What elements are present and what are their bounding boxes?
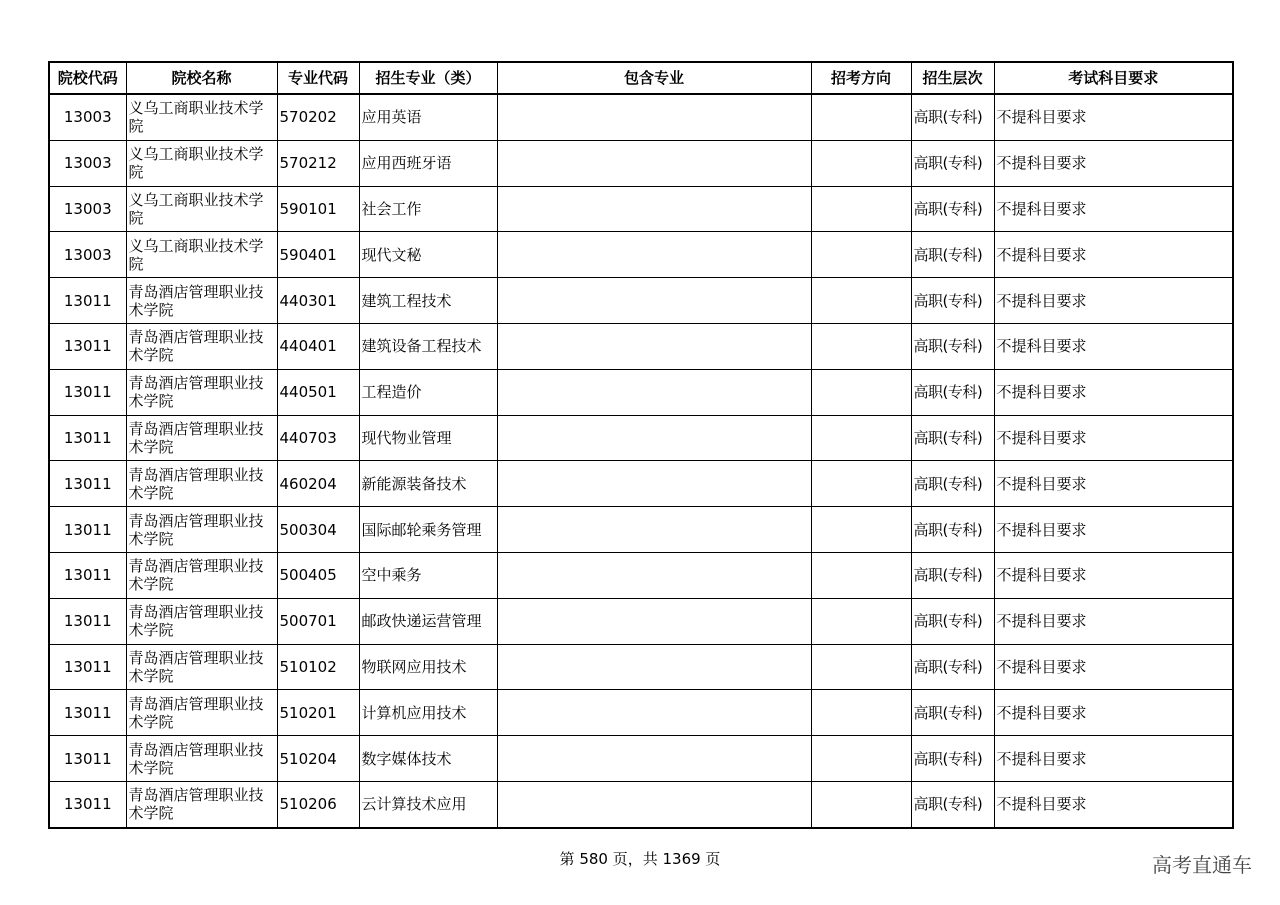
cell-subject-requirement: 不提科目要求 <box>994 232 1233 278</box>
cell-school-code: 13011 <box>49 323 126 369</box>
cell-level: 高职(专科) <box>911 598 994 644</box>
cell-subject-requirement: 不提科目要求 <box>994 598 1233 644</box>
page-number-footer: 第 580 页，共 1369 页 <box>559 850 721 868</box>
cell-level: 高职(专科) <box>911 461 994 507</box>
cell-subject-requirement: 不提科目要求 <box>994 507 1233 553</box>
cell-subject-requirement: 不提科目要求 <box>994 415 1233 461</box>
cell-included-majors <box>497 690 811 736</box>
cell-direction <box>811 278 911 324</box>
cell-major: 新能源装备技术 <box>359 461 497 507</box>
cell-major: 建筑工程技术 <box>359 278 497 324</box>
cell-major-code: 510102 <box>277 644 359 690</box>
cell-major-code: 570202 <box>277 94 359 140</box>
table-row <box>49 461 1233 507</box>
cell-subject-requirement: 不提科目要求 <box>994 369 1233 415</box>
cell-school-code: 13011 <box>49 598 126 644</box>
table-row <box>49 644 1233 690</box>
cell-school-code: 13011 <box>49 507 126 553</box>
cell-school-code: 13011 <box>49 461 126 507</box>
cell-school-code: 13003 <box>49 94 126 140</box>
cell-level: 高职(专科) <box>911 781 994 827</box>
cell-subject-requirement: 不提科目要求 <box>994 278 1233 324</box>
cell-included-majors <box>497 369 811 415</box>
cell-level: 高职(专科) <box>911 140 994 186</box>
cell-direction <box>811 140 911 186</box>
cell-included-majors <box>497 232 811 278</box>
cell-school-name: 青岛酒店管理职业技术学院 <box>126 552 277 598</box>
cell-direction <box>811 552 911 598</box>
cell-included-majors <box>497 598 811 644</box>
cell-major: 应用英语 <box>359 94 497 140</box>
cell-direction <box>811 736 911 782</box>
cell-direction <box>811 781 911 827</box>
table-row <box>49 278 1233 324</box>
cell-direction <box>811 232 911 278</box>
cell-school-name: 义乌工商职业技术学院 <box>126 140 277 186</box>
cell-major-code: 440501 <box>277 369 359 415</box>
cell-subject-requirement: 不提科目要求 <box>994 552 1233 598</box>
header-major-code: 专业代码 <box>277 62 359 94</box>
cell-subject-requirement: 不提科目要求 <box>994 781 1233 827</box>
cell-school-name: 青岛酒店管理职业技术学院 <box>126 781 277 827</box>
table-row <box>49 552 1233 598</box>
cell-school-name: 青岛酒店管理职业技术学院 <box>126 690 277 736</box>
cell-included-majors <box>497 323 811 369</box>
cell-level: 高职(专科) <box>911 644 994 690</box>
cell-level: 高职(专科) <box>911 94 994 140</box>
cell-direction <box>811 690 911 736</box>
table-row <box>49 781 1233 827</box>
cell-school-code: 13011 <box>49 369 126 415</box>
cell-school-code: 13003 <box>49 140 126 186</box>
cell-level: 高职(专科) <box>911 552 994 598</box>
cell-direction <box>811 94 911 140</box>
admissions-table <box>48 61 1234 829</box>
header-school-name: 院校名称 <box>126 62 277 94</box>
cell-level: 高职(专科) <box>911 232 994 278</box>
cell-included-majors <box>497 781 811 827</box>
cell-school-code: 13003 <box>49 186 126 232</box>
cell-major: 社会工作 <box>359 186 497 232</box>
cell-major: 数字媒体技术 <box>359 736 497 782</box>
cell-level: 高职(专科) <box>911 415 994 461</box>
table-row <box>49 736 1233 782</box>
cell-level: 高职(专科) <box>911 507 994 553</box>
cell-school-name: 青岛酒店管理职业技术学院 <box>126 598 277 644</box>
cell-school-code: 13011 <box>49 552 126 598</box>
cell-major-code: 500405 <box>277 552 359 598</box>
cell-major: 云计算技术应用 <box>359 781 497 827</box>
cell-direction <box>811 644 911 690</box>
cell-major-code: 590401 <box>277 232 359 278</box>
table-row <box>49 369 1233 415</box>
header-major: 招生专业（类） <box>359 62 497 94</box>
cell-included-majors <box>497 140 811 186</box>
cell-direction <box>811 461 911 507</box>
cell-level: 高职(专科) <box>911 323 994 369</box>
cell-school-code: 13011 <box>49 690 126 736</box>
cell-included-majors <box>497 552 811 598</box>
cell-included-majors <box>497 736 811 782</box>
cell-school-name: 青岛酒店管理职业技术学院 <box>126 736 277 782</box>
cell-subject-requirement: 不提科目要求 <box>994 140 1233 186</box>
cell-subject-requirement: 不提科目要求 <box>994 736 1233 782</box>
cell-school-code: 13011 <box>49 781 126 827</box>
cell-major-code: 500701 <box>277 598 359 644</box>
cell-subject-requirement: 不提科目要求 <box>994 461 1233 507</box>
cell-school-name: 青岛酒店管理职业技术学院 <box>126 644 277 690</box>
cell-major: 工程造价 <box>359 369 497 415</box>
cell-major: 建筑设备工程技术 <box>359 323 497 369</box>
cell-included-majors <box>497 461 811 507</box>
table-body <box>49 94 1233 828</box>
cell-level: 高职(专科) <box>911 186 994 232</box>
cell-major-code: 510206 <box>277 781 359 827</box>
cell-major-code: 440301 <box>277 278 359 324</box>
cell-included-majors <box>497 94 811 140</box>
cell-included-majors <box>497 415 811 461</box>
cell-major-code: 510204 <box>277 736 359 782</box>
cell-school-code: 13011 <box>49 736 126 782</box>
table-row <box>49 507 1233 553</box>
header-school-code: 院校代码 <box>49 62 126 94</box>
cell-major: 物联网应用技术 <box>359 644 497 690</box>
cell-school-name: 青岛酒店管理职业技术学院 <box>126 461 277 507</box>
cell-subject-requirement: 不提科目要求 <box>994 186 1233 232</box>
cell-school-code: 13003 <box>49 232 126 278</box>
cell-major: 现代文秘 <box>359 232 497 278</box>
table-row <box>49 690 1233 736</box>
cell-major-code: 440703 <box>277 415 359 461</box>
cell-major-code: 440401 <box>277 323 359 369</box>
cell-major-code: 590101 <box>277 186 359 232</box>
cell-included-majors <box>497 644 811 690</box>
cell-subject-requirement: 不提科目要求 <box>994 644 1233 690</box>
cell-school-name: 青岛酒店管理职业技术学院 <box>126 507 277 553</box>
cell-direction <box>811 598 911 644</box>
cell-school-name: 青岛酒店管理职业技术学院 <box>126 369 277 415</box>
cell-school-name: 青岛酒店管理职业技术学院 <box>126 323 277 369</box>
cell-major: 国际邮轮乘务管理 <box>359 507 497 553</box>
cell-direction <box>811 323 911 369</box>
header-direction: 招考方向 <box>811 62 911 94</box>
watermark-text: 高考直通车 <box>1152 853 1252 877</box>
cell-included-majors <box>497 186 811 232</box>
cell-direction <box>811 186 911 232</box>
cell-school-code: 13011 <box>49 278 126 324</box>
cell-major-code: 510201 <box>277 690 359 736</box>
table-row <box>49 323 1233 369</box>
table-row <box>49 598 1233 644</box>
cell-level: 高职(专科) <box>911 736 994 782</box>
cell-subject-requirement: 不提科目要求 <box>994 323 1233 369</box>
cell-school-name: 青岛酒店管理职业技术学院 <box>126 278 277 324</box>
cell-major: 现代物业管理 <box>359 415 497 461</box>
cell-major: 计算机应用技术 <box>359 690 497 736</box>
header-subject-requirement: 考试科目要求 <box>994 62 1233 94</box>
cell-major-code: 570212 <box>277 140 359 186</box>
table-row <box>49 415 1233 461</box>
cell-school-code: 13011 <box>49 644 126 690</box>
cell-major: 空中乘务 <box>359 552 497 598</box>
cell-level: 高职(专科) <box>911 369 994 415</box>
table-row <box>49 140 1233 186</box>
cell-level: 高职(专科) <box>911 278 994 324</box>
cell-major: 应用西班牙语 <box>359 140 497 186</box>
cell-school-name: 义乌工商职业技术学院 <box>126 186 277 232</box>
cell-school-code: 13011 <box>49 415 126 461</box>
table-header-row <box>49 62 1233 94</box>
cell-subject-requirement: 不提科目要求 <box>994 690 1233 736</box>
cell-major-code: 500304 <box>277 507 359 553</box>
cell-major-code: 460204 <box>277 461 359 507</box>
header-level: 招生层次 <box>911 62 994 94</box>
cell-school-name: 义乌工商职业技术学院 <box>126 232 277 278</box>
cell-included-majors <box>497 507 811 553</box>
cell-school-name: 义乌工商职业技术学院 <box>126 94 277 140</box>
cell-subject-requirement: 不提科目要求 <box>994 94 1233 140</box>
cell-direction <box>811 507 911 553</box>
cell-direction <box>811 415 911 461</box>
header-included-majors: 包含专业 <box>497 62 811 94</box>
cell-school-name: 青岛酒店管理职业技术学院 <box>126 415 277 461</box>
cell-level: 高职(专科) <box>911 690 994 736</box>
cell-included-majors <box>497 278 811 324</box>
table-row <box>49 94 1233 140</box>
cell-direction <box>811 369 911 415</box>
table-row <box>49 232 1233 278</box>
table-row <box>49 186 1233 232</box>
cell-major: 邮政快递运营管理 <box>359 598 497 644</box>
